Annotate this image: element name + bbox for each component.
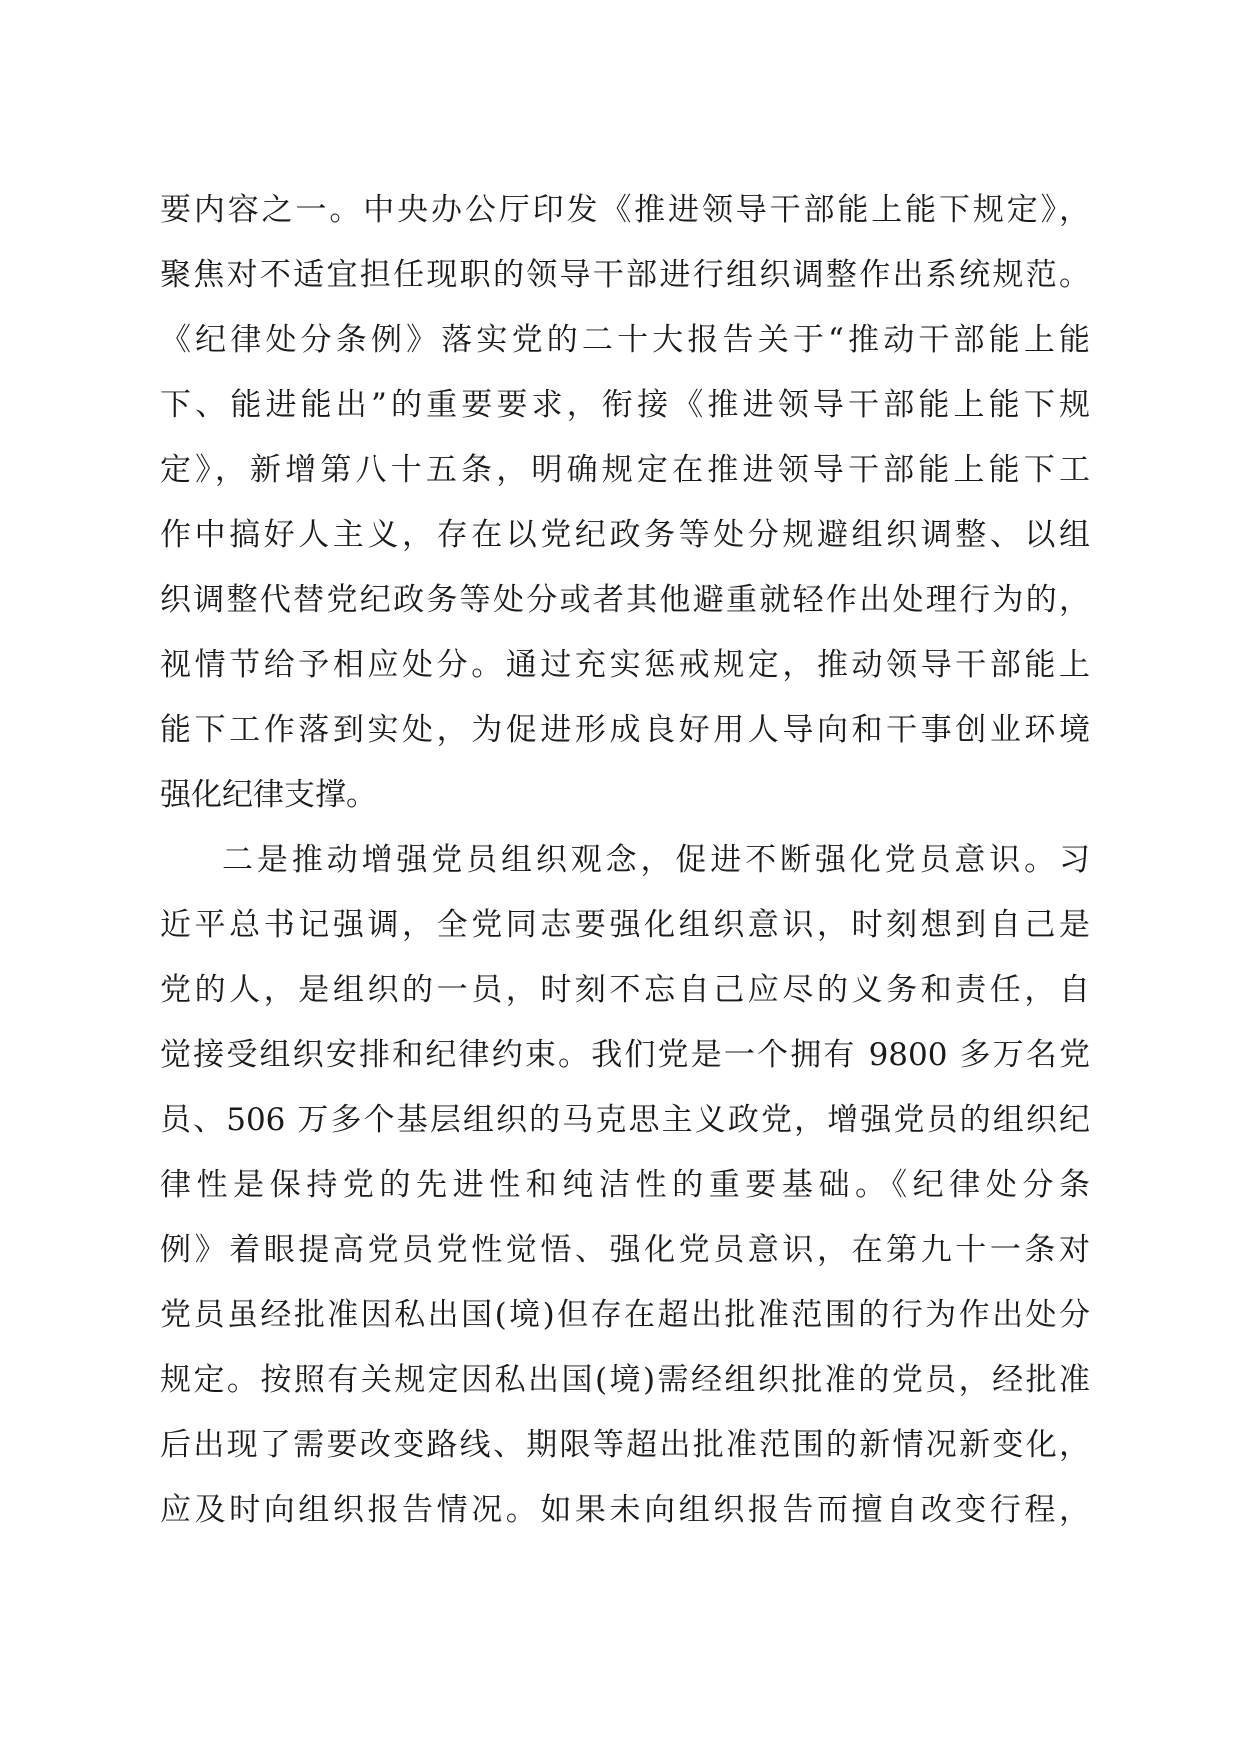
text-line: 聚焦对不适宜担任现职的领导干部进行组织调整作出系统规范。: [160, 257, 1090, 293]
text-line: 《纪律处分条例》落实党的二十大报告关于“推动干部能上能: [160, 322, 1090, 358]
text-line: 强化纪律支撑。: [160, 777, 377, 813]
text-line: 例》着眼提高党员党性觉悟、强化党员意识，在第九十一条对: [160, 1232, 1090, 1268]
text-line: 织调整代替党纪政务等处分或者其他避重就轻作出处理行为的，: [160, 582, 1090, 618]
text-line: 规定。按照有关规定因私出国(境)需经组织批准的党员，经批准: [160, 1362, 1090, 1398]
text-line: 定》，新增第八十五条，明确规定在推进领导干部能上能下工: [160, 452, 1090, 488]
text-line: 下、能进能出”的重要要求，衔接《推进领导干部能上能下规: [160, 387, 1090, 423]
text-line: 近平总书记强调，全党同志要强化组织意识，时刻想到自己是: [160, 907, 1090, 943]
text-line: 党员虽经批准因私出国(境)但存在超出批准范围的行为作出处分: [160, 1297, 1090, 1333]
text-line: 二是推动增强党员组织观念，促进不断强化党员意识。习: [222, 842, 1090, 878]
text-line: 觉接受组织安排和纪律约束。我们党是一个拥有 9800 多万名党: [160, 1037, 1090, 1073]
text-line: 能下工作落到实处，为促进形成良好用人导向和干事创业环境: [160, 712, 1090, 748]
text-line: 作中搞好人主义，存在以党纪政务等处分规避组织调整、以组: [160, 517, 1090, 553]
text-line: 视情节给予相应处分。通过充实惩戒规定，推动领导干部能上: [160, 647, 1090, 683]
text-line: 要内容之一。中央办公厅印发《推进领导干部能上能下规定》，: [160, 192, 1090, 228]
paragraph-2: [160, 842, 1090, 1557]
text-line: 应及时向组织报告情况。如果未向组织报告而擅自改变行程，: [160, 1492, 1090, 1528]
document-body: [160, 192, 1090, 1557]
text-line: 后出现了需要改变路线、期限等超出批准范围的新情况新变化，: [160, 1427, 1090, 1463]
text-line: 律性是保持党的先进性和纯洁性的重要基础。《纪律处分条: [160, 1167, 1090, 1203]
text-line: 党的人，是组织的一员，时刻不忘自己应尽的义务和责任，自: [160, 972, 1090, 1008]
paragraph-1: [160, 192, 1090, 842]
text-line: 员、506 万多个基层组织的马克思主义政党，增强党员的组织纪: [160, 1102, 1090, 1138]
